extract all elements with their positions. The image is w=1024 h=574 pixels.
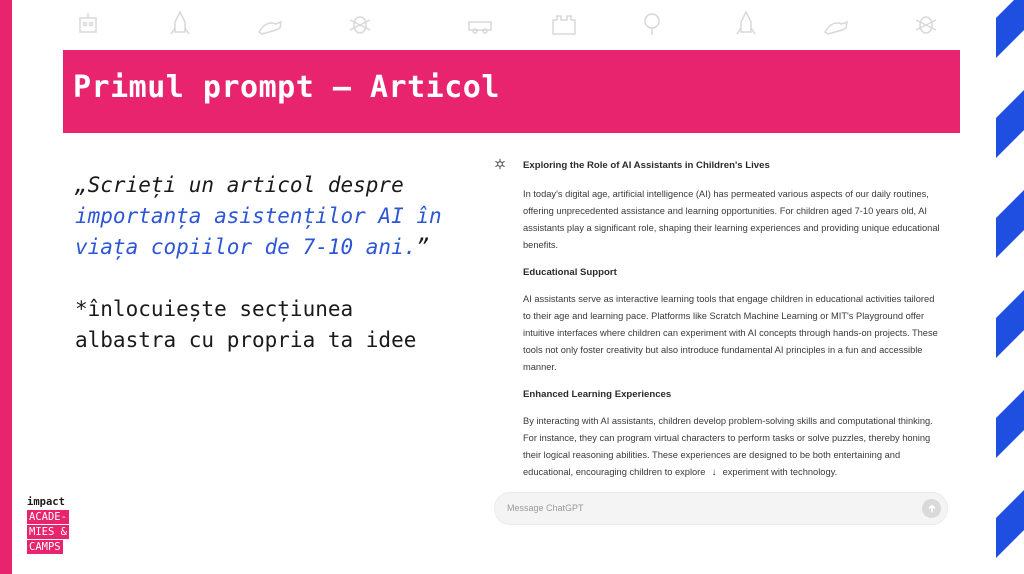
dino-doodle-icon (822, 10, 850, 38)
car-doodle-icon (466, 10, 494, 38)
title-banner (63, 50, 960, 133)
impact-academies-camps-logo (27, 495, 69, 554)
chatgpt-screenshot (490, 148, 955, 528)
section-body: AI assistants serve as interactive learning tools that engage children in educational activities tailored to their age and learning pace. Platforms like Scratch Machine Learning or MIT's Playground offer intuitive interfaces where children can experiment with AI concepts through hands-on projects. These tools not only foster creativity but also introduce fundamental AI principles in a fun and accessible manner. (523, 294, 938, 372)
castle-doodle-icon (550, 10, 578, 38)
bug-doodle-icon (346, 10, 374, 38)
rocket-doodle-icon (166, 10, 194, 38)
scroll-down-arrow-icon[interactable]: ↓ (711, 466, 717, 478)
assistant-response (523, 157, 943, 481)
section-heading: Enhanced Learning Experiences (523, 389, 672, 400)
dino-doodle-icon (256, 10, 284, 38)
chatgpt-logo-icon (493, 157, 507, 171)
logo-line: MIES & (29, 526, 67, 538)
section-body-start: By interacting with AI assistants, children develop problem-solving skills and computational thinking. For instance, they can program virtual characters to perform tasks or solve puzzles, thereby honing their logical reasoning abilities. These experiences are designed to be both entertaining and educational, encouraging children to explore (523, 416, 933, 477)
article-title: Exploring the Role of AI Assistants in Children's Lives (523, 160, 770, 171)
left-accent-bar (0, 0, 12, 574)
article-intro: In today's digital age, artificial intelligence (AI) has permeated various aspects of our daily routines, offering unprecedented assistance and learning opportunities. For children aged 7-10 years old, AI assistants play a significant role, shaping their learning experiences and providing unique educational benefits. (523, 189, 940, 250)
prompt-quote (75, 170, 465, 263)
tree-doodle-icon (638, 10, 666, 38)
prompt-close-quote: ” (416, 235, 430, 259)
section-body-end: experiment with technology. (720, 467, 838, 477)
prompt-text-block (75, 170, 465, 356)
doodle-strip (60, 4, 960, 44)
bug-doodle-icon (912, 10, 940, 38)
replace-instruction: *înlocuiește secțiunea albastra cu propria ta idee (75, 297, 417, 352)
prompt-highlighted-topic: importanța asistenților AI în viața copiilor de 7-10 ani. (75, 204, 442, 259)
robot-doodle-icon (74, 10, 102, 38)
section-body (523, 413, 943, 481)
send-button[interactable] (922, 499, 941, 518)
section-heading: Educational Support (523, 267, 617, 278)
message-input[interactable] (507, 500, 887, 516)
right-striped-border (996, 0, 1024, 574)
send-arrow-icon (927, 504, 937, 514)
logo-line: CAMPS (29, 541, 61, 553)
slide-title: Primul prompt – Articol (73, 70, 500, 105)
rocket-doodle-icon (732, 10, 760, 38)
message-composer[interactable] (494, 492, 948, 525)
prompt-open-text: „Scrieți un articol despre (75, 173, 404, 197)
logo-top-word: impact (27, 496, 65, 508)
logo-line: ACADE- (29, 511, 67, 523)
